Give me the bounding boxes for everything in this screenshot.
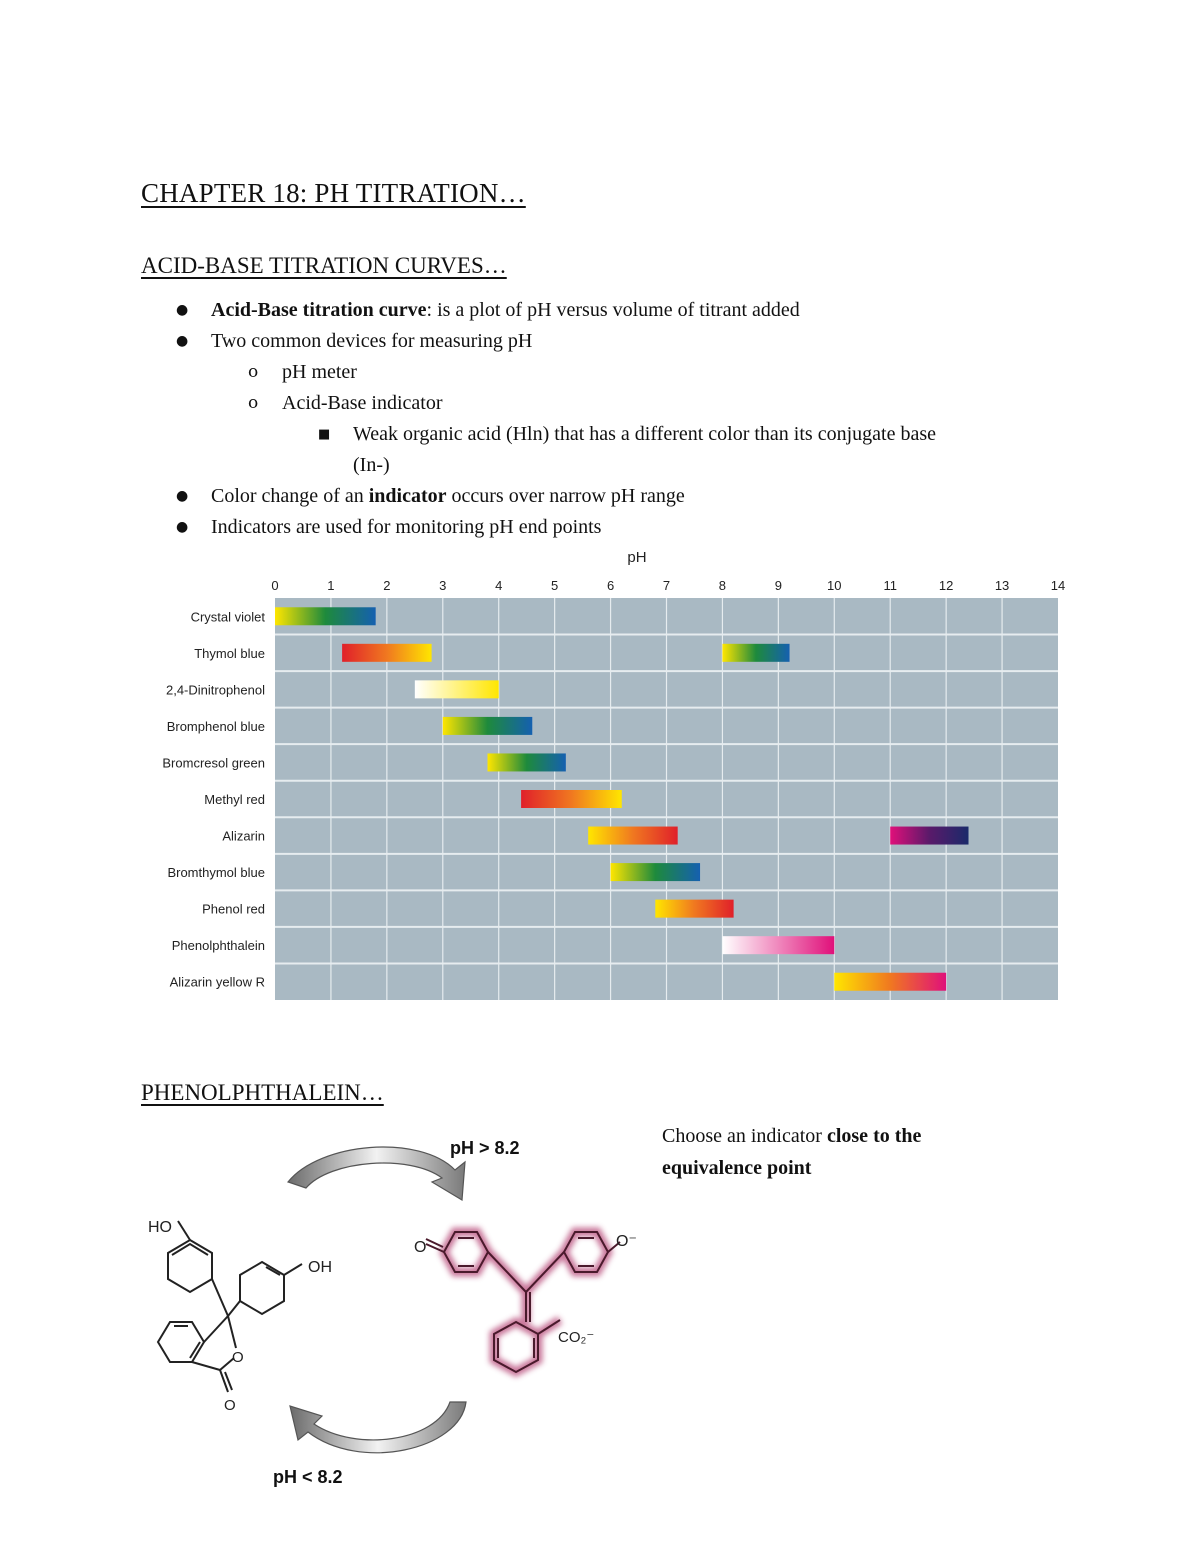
indicator-name-labels: [162, 609, 265, 989]
indicator-range-bar: [890, 827, 968, 845]
indicator-range-bar: [521, 790, 622, 808]
indicator-name: Bromphenol blue: [166, 718, 265, 734]
indicator-name: Thymol blue: [194, 645, 265, 661]
term-indicator: indicator: [368, 485, 447, 507]
indicator-range-bar: [415, 680, 499, 698]
x-tick-label: 1: [327, 578, 335, 593]
sub-bullet-circle: o: [248, 393, 259, 413]
phenolphthalein-equilibrium-diagram: [120, 1120, 660, 1500]
x-tick-label: 10: [827, 578, 842, 593]
x-tick-label: 2: [383, 578, 391, 593]
indicator-name: Methyl red: [204, 792, 265, 807]
definition-text: : is a plot of pH versus volume of titrant added: [426, 299, 800, 321]
chart-title: pH: [627, 549, 647, 566]
indicator-range-bar: [588, 827, 677, 845]
reverse-curved-arrow: [290, 1402, 466, 1453]
indicator-range-bar: [834, 973, 946, 991]
indicator-range-bar: [655, 900, 733, 918]
label-carbonyl-oxygen: O: [224, 1397, 236, 1414]
bullet-devices: Two common devices for measuring pH: [211, 330, 533, 352]
indicator-range-bar: [488, 753, 566, 771]
bullet-dot: ●: [176, 333, 189, 349]
x-tick-label: 13: [994, 578, 1010, 593]
bullet-dot: ●: [176, 488, 189, 504]
bullet-dot: ●: [176, 519, 189, 535]
indicator-range-bar: [611, 863, 700, 881]
phenolphthalein-acid-structure: [158, 1221, 302, 1392]
bullet-end-points: Indicators are used for monitoring pH end points: [211, 516, 602, 538]
x-tick-label: 4: [495, 578, 503, 593]
label-carboxylate: CO₂⁻: [558, 1329, 595, 1346]
forward-curved-arrow: [288, 1147, 465, 1200]
x-tick-label: 12: [938, 578, 954, 593]
indicator-name: Crystal violet: [190, 609, 265, 625]
indicator-range-bar: [275, 607, 376, 625]
ph-high-label: pH > 8.2: [450, 1138, 520, 1158]
indicator-name: Bromthymol blue: [167, 865, 265, 881]
indicator-range-chart: [140, 540, 1070, 1010]
bullet-titration-curve: [211, 295, 800, 326]
ph-low-label: pH < 8.2: [273, 1467, 343, 1487]
label-ho: HO: [148, 1219, 172, 1236]
indicator-name: Phenolphthalein: [171, 938, 265, 954]
indicator-name: Phenol red: [202, 901, 265, 917]
x-tick-labels: [271, 578, 1065, 593]
indicator-name: Alizarin yellow R: [169, 974, 265, 990]
x-tick-label: 5: [551, 578, 559, 593]
label-ring-oxygen: O: [232, 1349, 244, 1366]
x-tick-label: 6: [606, 578, 615, 593]
indicator-advice: [662, 1120, 992, 1184]
indicator-range-bar: [443, 717, 532, 735]
x-tick-label: 0: [271, 578, 279, 593]
indicator-definition-line2: (In-): [353, 454, 390, 476]
advice-text: Choose an indicator: [662, 1125, 827, 1147]
indicator-name: 2,4-Dinitrophenol: [165, 682, 265, 698]
x-tick-label: 14: [1050, 578, 1066, 593]
indicator-range-bar: [342, 644, 431, 662]
indicator-name: Alizarin: [222, 828, 265, 844]
x-tick-label: 7: [662, 578, 671, 593]
label-phenoxide-oxygen: O⁻: [616, 1233, 637, 1250]
indicator-range-bar: [722, 936, 834, 954]
section-heading-titration-curves: ACID-BASE TITRATION CURVES…: [141, 253, 507, 278]
label-oh: OH: [308, 1259, 332, 1276]
indicator-range-bar: [722, 644, 789, 662]
chapter-title: CHAPTER 18: PH TITRATION…: [141, 178, 526, 208]
text-pre: Color change of an: [211, 485, 369, 507]
term-titration-curve: Acid-Base titration curve: [211, 299, 427, 321]
x-tick-label: 11: [883, 578, 897, 593]
sub-bullet-ph-meter: pH meter: [282, 361, 357, 383]
sub-bullet-indicator: Acid-Base indicator: [282, 392, 443, 414]
bullet-dot: ●: [176, 302, 189, 318]
indicator-name: Bromcresol green: [162, 755, 265, 771]
label-keto-oxygen: O: [414, 1239, 427, 1256]
text-post: occurs over narrow pH range: [446, 485, 685, 507]
x-tick-label: 9: [774, 578, 782, 593]
phenolphthalein-base-structure: [426, 1232, 620, 1372]
sub-bullet-circle: o: [248, 362, 259, 382]
indicator-definition-line1: Weak organic acid (Hln) that has a different color than its conjugate base: [353, 423, 936, 445]
sub-sub-bullet-square: ■: [318, 427, 331, 442]
x-tick-label: 8: [718, 578, 727, 593]
bullet-color-change: [211, 481, 685, 512]
advice-bold: close to the equivalence point: [662, 1125, 922, 1179]
section-heading-phenolphthalein: PHENOLPHTHALEIN…: [141, 1080, 384, 1105]
x-tick-label: 3: [439, 578, 447, 593]
